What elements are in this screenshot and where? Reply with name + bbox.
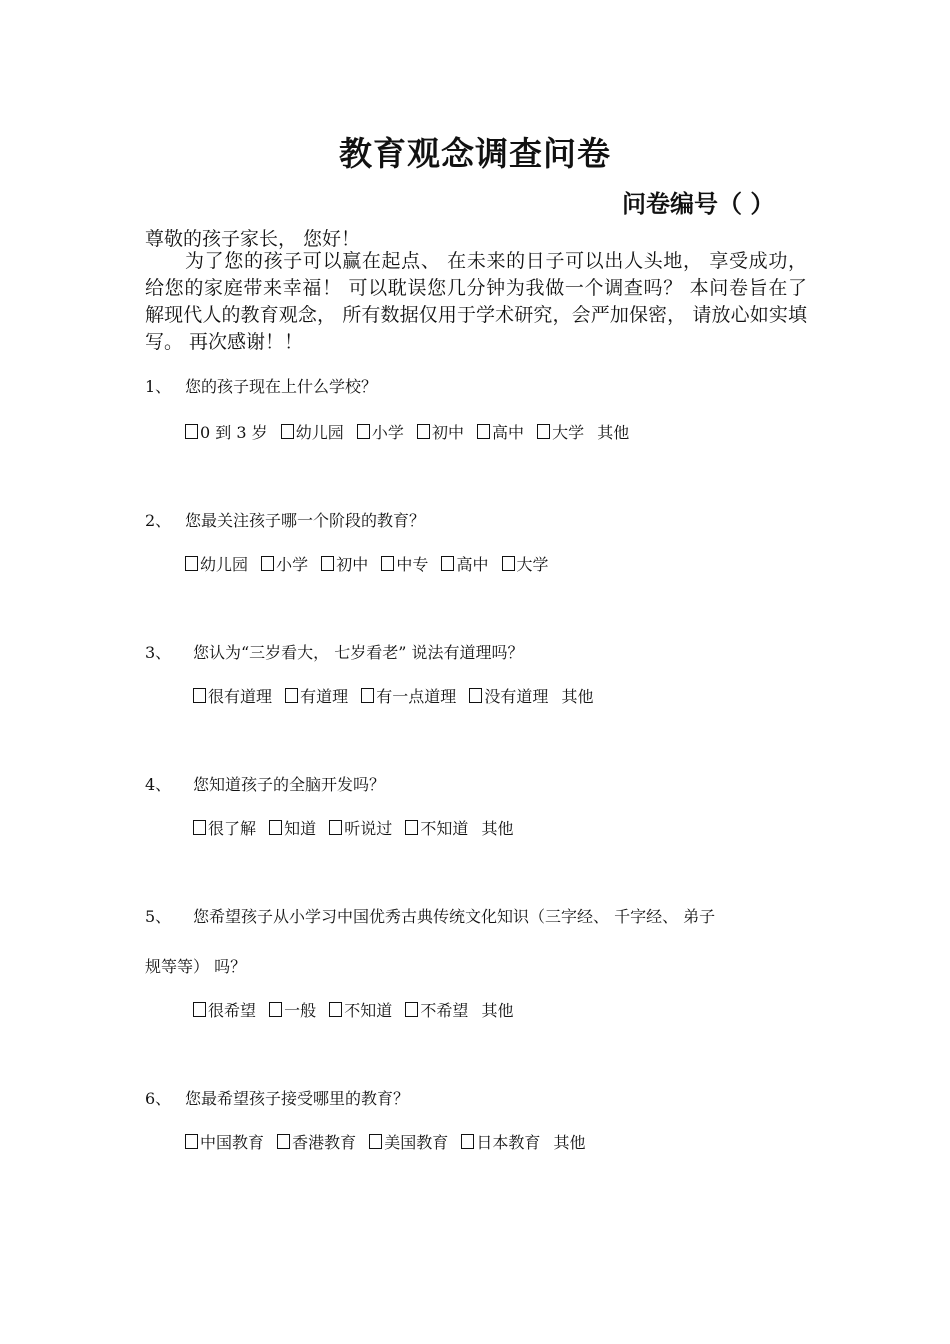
option-label: 美国教育 — [384, 1133, 449, 1152]
question-5-line2: 规等等） 吗？ — [145, 957, 247, 976]
option-checkbox[interactable] — [537, 423, 584, 442]
option-label: 不知道 — [344, 1001, 393, 1020]
checkbox-icon[interactable] — [369, 1134, 382, 1149]
checkbox-icon[interactable] — [185, 1134, 198, 1149]
checkbox-icon[interactable] — [269, 1002, 282, 1017]
checkbox-icon[interactable] — [269, 820, 282, 835]
question-4 — [145, 772, 385, 795]
checkbox-icon[interactable] — [417, 424, 430, 439]
options-3 — [193, 684, 593, 707]
option-checkbox[interactable] — [193, 819, 256, 838]
option-checkbox[interactable] — [502, 555, 549, 574]
option-checkbox[interactable] — [461, 1133, 540, 1152]
option-checkbox[interactable] — [417, 423, 464, 442]
option-label: 幼儿园 — [200, 555, 249, 574]
checkbox-icon[interactable] — [261, 556, 274, 571]
option-other: 其他 — [481, 819, 514, 838]
option-label: 知道 — [284, 819, 317, 838]
option-checkbox[interactable] — [321, 555, 368, 574]
intro-paragraph: 为了您的孩子可以赢在起点、 在未来的日子可以出人头地， 享受成功， 给您的家庭带来幸福！ 可以耽误您几分钟为我做一个调查吗？ 本问卷旨在了 解现代人的教育观念， 所有数据仅用于学术研究，会严加保密， 请放心如实填写。 再次感谢！！ — [145, 250, 807, 353]
option-checkbox[interactable] — [185, 1133, 264, 1152]
option-label: 香港教育 — [292, 1133, 357, 1152]
option-label: 一般 — [284, 1001, 317, 1020]
question-1 — [145, 374, 377, 397]
checkbox-icon[interactable] — [329, 1002, 342, 1017]
option-checkbox[interactable] — [193, 1001, 256, 1020]
checkbox-icon[interactable] — [357, 424, 370, 439]
checkbox-icon[interactable] — [185, 424, 198, 439]
option-label: 高中 — [456, 555, 489, 574]
option-label: 初中 — [431, 423, 464, 442]
option-checkbox[interactable] — [361, 687, 456, 706]
option-checkbox[interactable] — [405, 1001, 468, 1020]
option-label: 有道理 — [300, 687, 349, 706]
questionnaire-number: 问卷编号（ ） — [622, 190, 775, 218]
checkbox-icon[interactable] — [381, 556, 394, 571]
option-checkbox[interactable] — [381, 555, 428, 574]
option-label: 幼儿园 — [295, 423, 344, 442]
option-checkbox[interactable] — [477, 423, 524, 442]
checkbox-icon[interactable] — [502, 556, 515, 571]
checkbox-icon[interactable] — [329, 820, 342, 835]
option-label: 没有道理 — [484, 687, 549, 706]
option-checkbox[interactable] — [185, 555, 248, 574]
question-text: 您的孩子现在上什么学校？ — [185, 377, 378, 396]
question-5 — [145, 904, 715, 927]
option-label: 0 到 3 岁 — [200, 423, 268, 442]
option-label: 中专 — [396, 555, 429, 574]
option-checkbox[interactable] — [329, 819, 392, 838]
options-5 — [193, 998, 513, 1021]
option-checkbox[interactable] — [269, 1001, 316, 1020]
option-checkbox[interactable] — [329, 1001, 392, 1020]
options-1 — [185, 420, 629, 443]
option-label: 不希望 — [420, 1001, 469, 1020]
options-2 — [185, 552, 557, 575]
question-text: 您最关注孩子哪一个阶段的教育？ — [185, 511, 426, 530]
options-4 — [193, 816, 513, 839]
option-other: 其他 — [597, 423, 630, 442]
checkbox-icon[interactable] — [361, 688, 374, 703]
checkbox-icon[interactable] — [193, 1002, 206, 1017]
greeting: 尊敬的孩子家长， 您好！ — [145, 228, 361, 250]
checkbox-icon[interactable] — [469, 688, 482, 703]
checkbox-icon[interactable] — [405, 1002, 418, 1017]
option-checkbox[interactable] — [193, 687, 272, 706]
option-label: 初中 — [336, 555, 369, 574]
option-label: 小学 — [371, 423, 404, 442]
option-other: 其他 — [561, 687, 594, 706]
option-label: 不知道 — [420, 819, 469, 838]
checkbox-icon[interactable] — [537, 424, 550, 439]
option-label: 大学 — [516, 555, 549, 574]
option-checkbox[interactable] — [269, 819, 316, 838]
options-6 — [185, 1130, 585, 1153]
question-number: 3、 — [145, 643, 172, 662]
question-3 — [145, 640, 524, 663]
option-checkbox[interactable] — [185, 423, 268, 442]
option-label: 听说过 — [344, 819, 393, 838]
option-checkbox[interactable] — [357, 423, 404, 442]
checkbox-icon[interactable] — [477, 424, 490, 439]
option-checkbox[interactable] — [369, 1133, 448, 1152]
option-other: 其他 — [553, 1133, 586, 1152]
page-title: 教育观念调查问卷 — [339, 134, 611, 173]
option-checkbox[interactable] — [405, 819, 468, 838]
checkbox-icon[interactable] — [185, 556, 198, 571]
question-number: 6、 — [145, 1089, 172, 1108]
checkbox-icon[interactable] — [461, 1134, 474, 1149]
option-label: 中国教育 — [200, 1133, 265, 1152]
checkbox-icon[interactable] — [281, 424, 294, 439]
checkbox-icon[interactable] — [405, 820, 418, 835]
checkbox-icon[interactable] — [285, 688, 298, 703]
option-checkbox[interactable] — [469, 687, 548, 706]
question-text: 您最希望孩子接受哪里的教育？ — [185, 1089, 410, 1108]
option-label: 很有道理 — [208, 687, 273, 706]
question-number: 1、 — [145, 377, 172, 396]
question-text: 您认为“三岁看大， 七岁看老” 说法有道理吗？ — [193, 643, 524, 662]
option-label: 日本教育 — [476, 1133, 541, 1152]
option-label: 很了解 — [208, 819, 257, 838]
question-number: 4、 — [145, 775, 172, 794]
checkbox-icon[interactable] — [441, 556, 454, 571]
checkbox-icon[interactable] — [193, 688, 206, 703]
option-checkbox[interactable] — [261, 555, 308, 574]
option-label: 小学 — [276, 555, 309, 574]
question-6 — [145, 1086, 409, 1109]
option-label: 有一点道理 — [376, 687, 457, 706]
option-label: 高中 — [492, 423, 525, 442]
question-number: 2、 — [145, 511, 172, 530]
checkbox-icon[interactable] — [277, 1134, 290, 1149]
option-other: 其他 — [481, 1001, 514, 1020]
checkbox-icon[interactable] — [193, 820, 206, 835]
option-checkbox[interactable] — [285, 687, 348, 706]
option-label: 大学 — [552, 423, 585, 442]
option-label: 很希望 — [208, 1001, 257, 1020]
question-number: 5、 — [145, 907, 172, 926]
checkbox-icon[interactable] — [321, 556, 334, 571]
question-text: 您希望孩子从小学习中国优秀古典传统文化知识（三字经、 千字经、 弟子 — [193, 907, 716, 926]
question-text: 您知道孩子的全脑开发吗？ — [193, 775, 386, 794]
option-checkbox[interactable] — [277, 1133, 356, 1152]
option-checkbox[interactable] — [441, 555, 488, 574]
option-checkbox[interactable] — [281, 423, 344, 442]
question-2 — [145, 508, 425, 531]
